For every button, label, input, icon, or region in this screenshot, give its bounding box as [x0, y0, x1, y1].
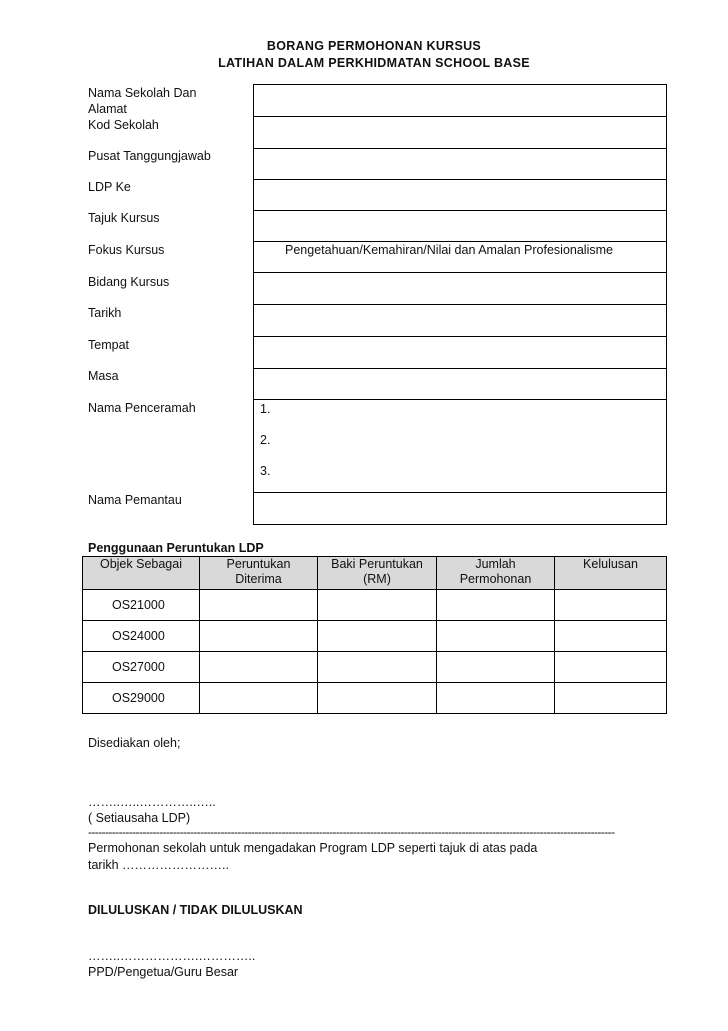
field-tajuk-kursus[interactable] — [253, 210, 667, 241]
cell-peruntukan[interactable] — [200, 652, 318, 683]
permohonan-text: Permohonan sekolah untuk mengadakan Program LDP seperti tajuk di atas pada — [88, 841, 538, 855]
cell-peruntukan[interactable] — [200, 590, 318, 621]
field-tarikh[interactable] — [253, 304, 667, 336]
cell-jumlah[interactable] — [437, 652, 555, 683]
label-nama-penceramah: Nama Penceramah — [88, 401, 196, 415]
field-tempat[interactable] — [253, 336, 667, 368]
table-row — [83, 652, 667, 683]
allocation-table — [82, 556, 667, 714]
field-nama-pemantau[interactable] — [253, 492, 667, 525]
label-bidang-kursus: Bidang Kursus — [88, 275, 170, 289]
signature-line-setiausaha: ……..…..…………..….. — [88, 795, 216, 809]
tarikh-line: tarikh …………………….. — [88, 858, 229, 872]
disediakan-label: Disediakan oleh; — [88, 736, 181, 750]
decision-text: DILULUSKAN / TIDAK DILULUSKAN — [88, 903, 303, 917]
cell-kelulusan[interactable] — [555, 683, 667, 714]
signature-line-ppd: ……..……………….………….. — [88, 949, 256, 963]
cell-kelulusan[interactable] — [555, 590, 667, 621]
label-alamat: Alamat — [88, 102, 127, 116]
table-row — [83, 683, 667, 714]
field-nama-penceramah[interactable] — [253, 399, 667, 492]
allocation-header-row — [83, 557, 667, 590]
penceramah-item: 2. — [260, 433, 271, 447]
cell-baki[interactable] — [318, 590, 437, 621]
cell-kelulusan[interactable] — [555, 621, 667, 652]
form-title-line2: LATIHAN DALAM PERKHIDMATAN SCHOOL BASE — [218, 56, 530, 70]
cell-baki[interactable] — [318, 652, 437, 683]
label-kod-sekolah: Kod Sekolah — [88, 118, 159, 132]
field-kod-sekolah[interactable] — [253, 116, 667, 148]
table-row — [83, 621, 667, 652]
cell-baki[interactable] — [318, 683, 437, 714]
penceramah-item: 3. — [260, 464, 271, 478]
objek-code: OS24000 — [83, 621, 200, 652]
label-tajuk-kursus: Tajuk Kursus — [88, 211, 160, 225]
setiausaha-label: ( Setiausaha LDP) — [88, 811, 191, 825]
separator-line: ----------------------------------------------------------------------------------------------------------------------------------------------------------- — [88, 825, 615, 839]
table-row — [83, 590, 667, 621]
label-ldp-ke: LDP Ke — [88, 180, 131, 194]
objek-code: OS21000 — [83, 590, 200, 621]
header-jumlah: Jumlah Permohonan — [437, 557, 555, 590]
label-fokus-kursus: Fokus Kursus — [88, 243, 165, 257]
form-title-line1: BORANG PERMOHONAN KURSUS — [266, 39, 482, 53]
objek-code: OS29000 — [83, 683, 200, 714]
header-peruntukan: Peruntukan Diterima — [200, 557, 318, 590]
field-fokus-kursus[interactable] — [253, 241, 667, 272]
objek-code: OS27000 — [83, 652, 200, 683]
cell-peruntukan[interactable] — [200, 621, 318, 652]
label-masa: Masa — [88, 369, 119, 383]
cell-kelulusan[interactable] — [555, 652, 667, 683]
cell-jumlah[interactable] — [437, 590, 555, 621]
label-tempat: Tempat — [88, 338, 129, 352]
header-kelulusan: Kelulusan — [555, 557, 667, 590]
allocation-heading: Penggunaan Peruntukan LDP — [88, 541, 264, 555]
cell-baki[interactable] — [318, 621, 437, 652]
label-tarikh: Tarikh — [88, 306, 122, 320]
label-nama-pemantau: Nama Pemantau — [88, 493, 182, 507]
ppd-label: PPD/Pengetua/Guru Besar — [88, 965, 239, 979]
field-pusat-tanggungjawab[interactable] — [253, 148, 667, 179]
header-objek: Objek Sebagai — [83, 557, 200, 590]
cell-peruntukan[interactable] — [200, 683, 318, 714]
label-pusat-tanggungjawab: Pusat Tanggungjawab — [88, 149, 211, 163]
field-masa[interactable] — [253, 368, 667, 399]
field-nama-sekolah-alamat[interactable] — [253, 84, 667, 116]
cell-jumlah[interactable] — [437, 683, 555, 714]
cell-jumlah[interactable] — [437, 621, 555, 652]
fokus-kursus-value: Pengetahuan/Kemahiran/Nilai dan Amalan Profesionalisme — [285, 243, 613, 257]
field-ldp-ke[interactable] — [253, 179, 667, 210]
header-baki: Baki Peruntukan (RM) — [318, 557, 437, 590]
label-nama-sekolah: Nama Sekolah Dan — [88, 86, 197, 100]
penceramah-item: 1. — [260, 402, 271, 416]
field-bidang-kursus[interactable] — [253, 272, 667, 304]
